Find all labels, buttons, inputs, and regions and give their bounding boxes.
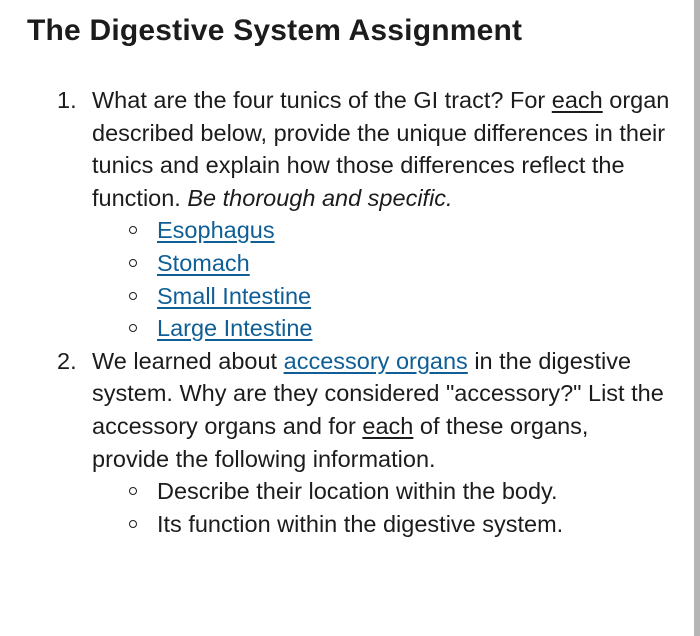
question-1-emphasis: Be thorough and specific.: [187, 184, 453, 211]
link-accessory-organs[interactable]: accessory organs: [283, 347, 468, 374]
link-small-intestine[interactable]: Small Intestine: [157, 282, 312, 309]
bullet-icon: [129, 520, 137, 528]
question-2: [0, 345, 694, 541]
list-item: [0, 247, 672, 280]
question-2-text-a: We learned about: [92, 347, 284, 374]
bullet-icon: [129, 259, 137, 267]
question-1-text-b: organ described below, provide the unique differences in their tunics and explain how those differences reflect the function.: [92, 87, 670, 211]
link-large-intestine[interactable]: Large Intestine: [157, 315, 313, 342]
page-title: The Digestive System Assignment: [27, 14, 523, 47]
question-1-number: 1.: [57, 87, 77, 113]
bullet-icon: [129, 487, 137, 495]
info-item-location: Describe their location within the body.: [157, 478, 558, 505]
list-item: [0, 312, 672, 345]
question-1-each: each: [551, 87, 603, 113]
question-2-text-c: of these organs, provide the following information.: [92, 412, 589, 472]
bullet-icon: [129, 324, 137, 332]
question-2-info-list: [92, 475, 672, 540]
list-item: [0, 508, 672, 541]
scrollbar-edge: [694, 0, 700, 636]
link-stomach[interactable]: Stomach: [157, 249, 250, 276]
question-2-each: each: [362, 412, 414, 439]
list-item: [0, 280, 672, 313]
question-2-text-b: in the digestive system. Why are they considered "accessory?" List the accessory organs and for: [92, 347, 664, 439]
list-item: [0, 214, 672, 247]
question-list: [0, 84, 694, 540]
bullet-icon: [129, 292, 137, 300]
question-1-text-a: What are the four tunics of the GI tract? For: [92, 87, 552, 113]
link-esophagus[interactable]: Esophagus: [157, 217, 275, 244]
bullet-icon: [129, 226, 137, 234]
info-item-function: Its function within the digestive system.: [157, 510, 564, 537]
question-1: [0, 84, 694, 345]
question-1-organ-list: [92, 214, 672, 344]
list-item: [0, 475, 672, 508]
question-2-number: 2.: [57, 347, 77, 374]
